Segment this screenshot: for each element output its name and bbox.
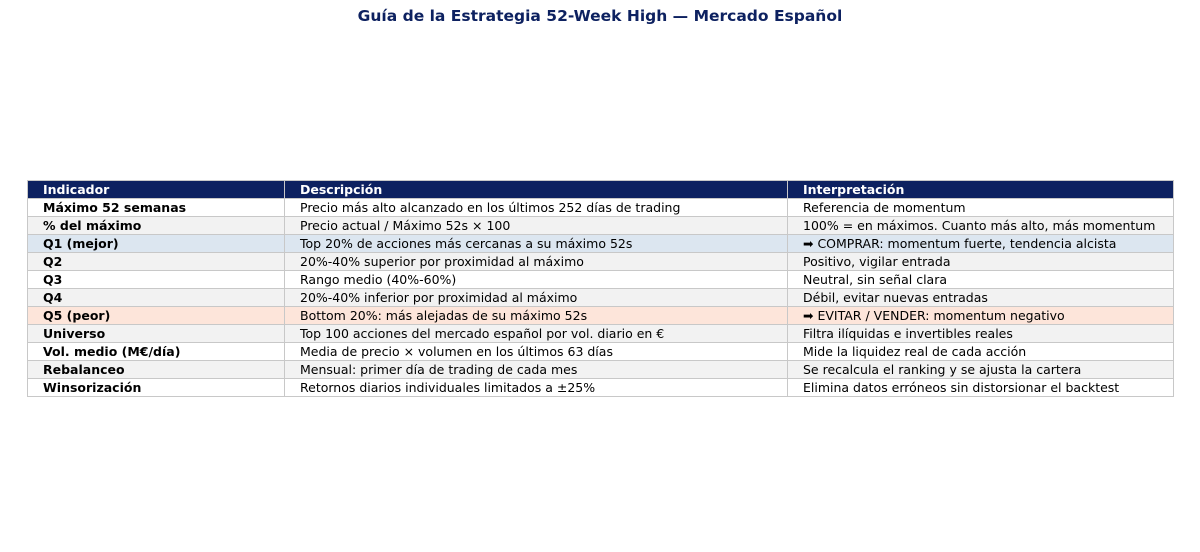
cell-descripcion: 20%-40% inferior por proximidad al máximo xyxy=(285,289,788,307)
table-row-q1-highlight xyxy=(28,235,1174,253)
table-row xyxy=(28,253,1174,271)
cell-descripcion: Mensual: primer día de trading de cada mes xyxy=(285,361,788,379)
cell-indicador: Q1 (mejor) xyxy=(28,235,285,253)
cell-descripcion: Top 100 acciones del mercado español por vol. diario en € xyxy=(285,325,788,343)
table-row xyxy=(28,289,1174,307)
table-row-q5-highlight xyxy=(28,307,1174,325)
table-header-row xyxy=(28,181,1174,199)
cell-indicador: Universo xyxy=(28,325,285,343)
cell-indicador: Rebalanceo xyxy=(28,361,285,379)
cell-descripcion: Precio más alto alcanzado en los últimos 252 días de trading xyxy=(285,199,788,217)
table-row xyxy=(28,379,1174,397)
cell-descripcion: Rango medio (40%-60%) xyxy=(285,271,788,289)
cell-indicador: Vol. medio (M€/día) xyxy=(28,343,285,361)
cell-indicador: Q2 xyxy=(28,253,285,271)
cell-interpretacion: Se recalcula el ranking y se ajusta la cartera xyxy=(788,361,1174,379)
table-row xyxy=(28,325,1174,343)
strategy-guide-table xyxy=(27,180,1174,397)
table-row xyxy=(28,271,1174,289)
cell-indicador: Q5 (peor) xyxy=(28,307,285,325)
cell-descripcion: Retornos diarios individuales limitados a ±25% xyxy=(285,379,788,397)
cell-interpretacion: Débil, evitar nuevas entradas xyxy=(788,289,1174,307)
cell-indicador: Máximo 52 semanas xyxy=(28,199,285,217)
cell-indicador: % del máximo xyxy=(28,217,285,235)
cell-interpretacion: Filtra ilíquidas e invertibles reales xyxy=(788,325,1174,343)
table-row xyxy=(28,217,1174,235)
cell-interpretacion: ➡ EVITAR / VENDER: momentum negativo xyxy=(788,307,1174,325)
cell-descripcion: Bottom 20%: más alejadas de su máximo 52s xyxy=(285,307,788,325)
cell-descripcion: 20%-40% superior por proximidad al máximo xyxy=(285,253,788,271)
cell-interpretacion: Positivo, vigilar entrada xyxy=(788,253,1174,271)
cell-indicador: Winsorización xyxy=(28,379,285,397)
cell-indicador: Q4 xyxy=(28,289,285,307)
column-header-indicador: Indicador xyxy=(28,181,285,199)
cell-interpretacion: Mide la liquidez real de cada acción xyxy=(788,343,1174,361)
cell-interpretacion: Elimina datos erróneos sin distorsionar el backtest xyxy=(788,379,1174,397)
cell-interpretacion: 100% = en máximos. Cuanto más alto, más momentum xyxy=(788,217,1174,235)
table-row xyxy=(28,343,1174,361)
column-header-descripcion: Descripción xyxy=(285,181,788,199)
cell-interpretacion: Neutral, sin señal clara xyxy=(788,271,1174,289)
table-row xyxy=(28,361,1174,379)
page-title: Guía de la Estrategia 52-Week High — Mercado Español xyxy=(357,7,843,25)
table-row xyxy=(28,199,1174,217)
cell-descripcion: Top 20% de acciones más cercanas a su máximo 52s xyxy=(285,235,788,253)
cell-descripcion: Media de precio × volumen en los últimos 63 días xyxy=(285,343,788,361)
cell-indicador: Q3 xyxy=(28,271,285,289)
cell-interpretacion: Referencia de momentum xyxy=(788,199,1174,217)
cell-interpretacion: ➡ COMPRAR: momentum fuerte, tendencia alcista xyxy=(788,235,1174,253)
cell-descripcion: Precio actual / Máximo 52s × 100 xyxy=(285,217,788,235)
column-header-interpretacion: Interpretación xyxy=(788,181,1174,199)
